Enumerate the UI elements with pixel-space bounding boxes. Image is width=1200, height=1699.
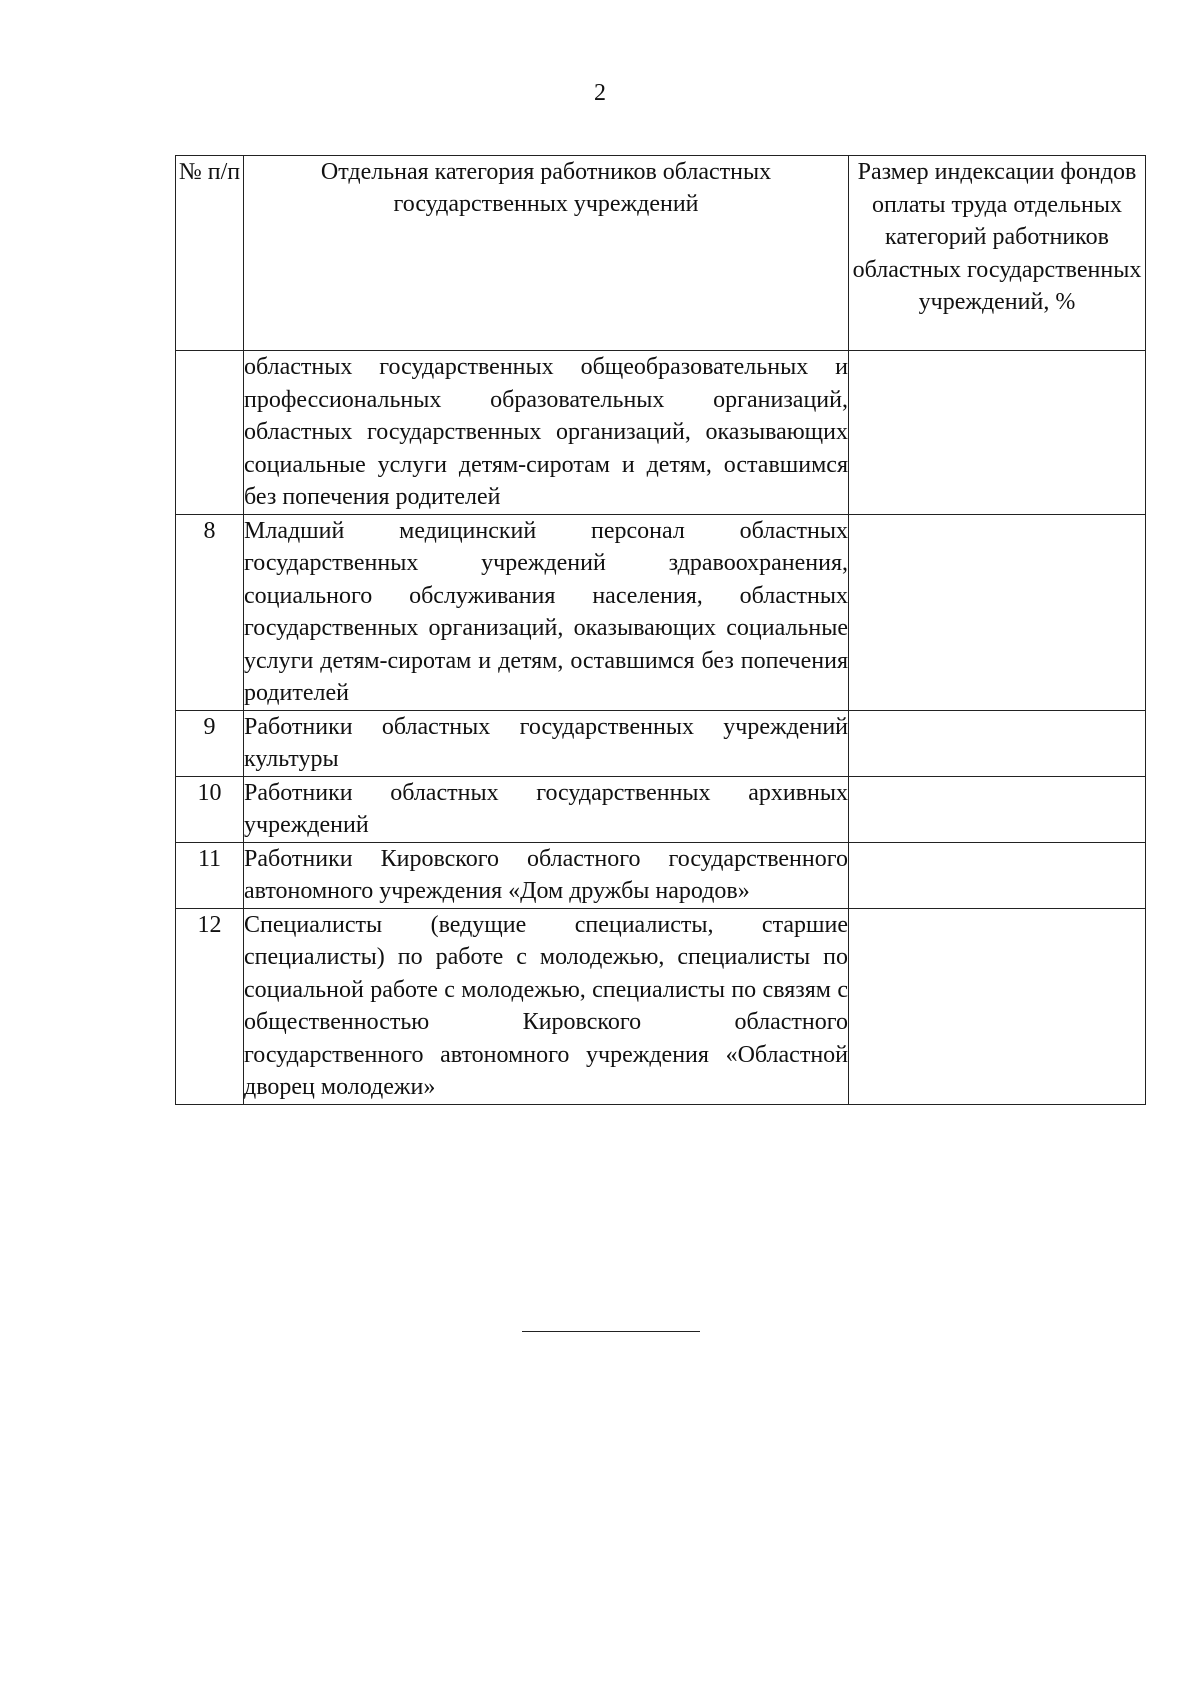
row-category: Специалисты (ведущие специалисты, старшие специалисты) по работе с молодежью, специалисты по социальной работе с молодежью, специалисты по связям с общественностью Кировского областного государственного автономного учреждения «Областной дворец молодежи» <box>244 908 849 1104</box>
row-category: Младший медицинский персонал областных государственных учреждений здравоохранения, социального обслуживания населения, областных государственных организаций, оказывающих социальные услуги детям-сиротам и детям, оставшимся без попечения родителей <box>244 514 849 710</box>
table-row <box>176 842 1146 908</box>
row-category: Работники областных государственных учреждений культуры <box>244 710 849 776</box>
row-number: 9 <box>176 710 244 776</box>
row-number: 11 <box>176 842 244 908</box>
row-indexation-value <box>849 776 1146 842</box>
table-row <box>176 710 1146 776</box>
header-indexation: Размер индексации фондов оплаты труда отдельных категорий работников областных государственных учреждений, % <box>849 156 1146 351</box>
table-row <box>176 351 1146 515</box>
table-row <box>176 908 1146 1104</box>
page-number: 2 <box>594 80 606 106</box>
row-category: Работники областных государственных архивных учреждений <box>244 776 849 842</box>
row-indexation-value <box>849 351 1146 515</box>
row-number: 8 <box>176 514 244 710</box>
row-category: областных государственных общеобразовательных и профессиональных образовательных организаций, областных государственных организаций, оказывающих социальные услуги детям-сиротам и детям, оставшимся без попечения родителей <box>244 351 849 515</box>
row-indexation-value <box>849 842 1146 908</box>
row-number <box>176 351 244 515</box>
row-number: 10 <box>176 776 244 842</box>
header-category: Отдельная категория работников областных государственных учреждений <box>244 156 849 351</box>
header-number: № п/п <box>176 156 244 351</box>
table-row <box>176 776 1146 842</box>
end-of-document-line <box>522 1331 700 1332</box>
row-indexation-value <box>849 514 1146 710</box>
row-indexation-value <box>849 710 1146 776</box>
row-number: 12 <box>176 908 244 1104</box>
table-row <box>176 514 1146 710</box>
indexation-table <box>175 155 1146 1105</box>
table-header-row <box>176 156 1146 351</box>
row-category: Работники Кировского областного государственного автономного учреждения «Дом дружбы народов» <box>244 842 849 908</box>
row-indexation-value <box>849 908 1146 1104</box>
